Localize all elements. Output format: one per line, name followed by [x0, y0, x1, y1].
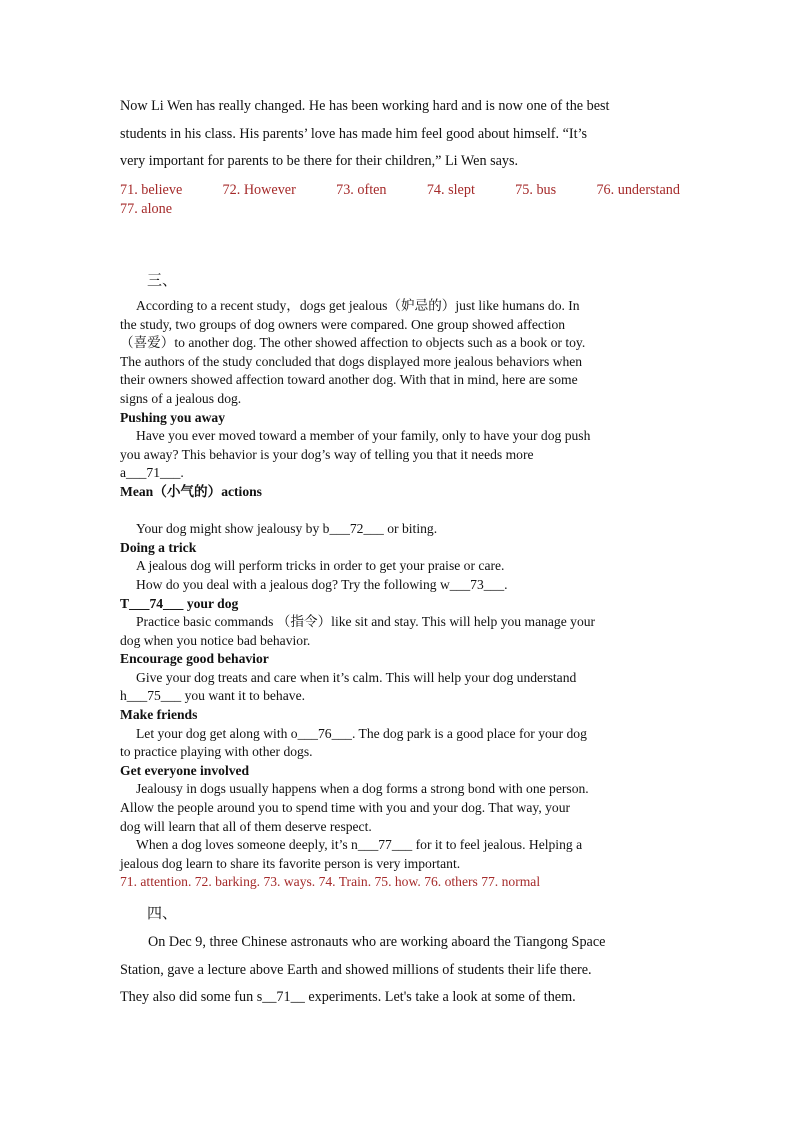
passage-line: very important for parents to be there for their children,” Li Wen says. — [120, 153, 519, 169]
answer-item: 76. understand — [596, 182, 680, 198]
section-heading-4: 四、 — [147, 904, 178, 922]
answer-key-part3: 71. attention. 72. barking. 73. ways. 74. Train. 75. how. 76. others 77. normal — [120, 874, 541, 890]
passage-line: A jealous dog will perform tricks in order to get your praise or care. — [136, 558, 505, 574]
subheading-train: T___74___ your dog — [120, 595, 239, 611]
passage-line: The authors of the study concluded that dogs displayed more jealous behaviors when — [120, 353, 583, 369]
answer-key-part1 — [120, 181, 680, 218]
passage-line: Station, gave a lecture above Earth and showed millions of students their life there. — [120, 961, 592, 978]
answer-item: 71. believe — [120, 182, 183, 198]
passage-line: dog will learn that all of them deserve respect. — [120, 818, 372, 834]
subheading-mean: Mean（小气的）actions — [120, 483, 262, 499]
passage-line: dog when you notice bad behavior. — [120, 632, 311, 648]
answer-item: 75. bus — [515, 182, 557, 198]
passage-line: According to a recent study，dogs get jealous（妒忌的）just like humans do. In — [136, 298, 580, 313]
passage-line: students in his class. His parents’ love has made him feel good about himself. “It’s — [120, 125, 588, 142]
passage-line: On Dec 9, three Chinese astronauts who are working aboard the Tiangong Space — [148, 934, 606, 950]
subheading-involved: Get everyone involved — [120, 762, 250, 778]
passage-line: Jealousy in dogs usually happens when a dog forms a strong bond with one person. — [136, 781, 589, 797]
subheading-trick: Doing a trick — [120, 539, 197, 555]
passage-line: Your dog might show jealousy by b___72___ or biting. — [136, 521, 438, 537]
passage-line: When a dog loves someone deeply, it’s n___77___ for it to feel jealous. Helping a — [136, 837, 583, 853]
subheading-encourage: Encourage good behavior — [120, 651, 269, 667]
passage-line: to practice playing with other dogs. — [120, 744, 313, 760]
passage-line: h___75___ you want it to behave. — [120, 688, 305, 704]
passage-line: Give your dog treats and care when it’s calm. This will help your dog understand — [136, 669, 577, 685]
passage-part4 — [120, 929, 676, 1012]
passage-line: you away? This behavior is your dog’s way of telling you that it needs more — [120, 446, 534, 462]
passage-line: （喜爱）to another dog. The other showed affection to objects such as a book or toy. — [120, 335, 586, 351]
passage-line: Now Li Wen has really changed. He has been working hard and is now one of the best — [120, 98, 610, 114]
passage-line: Have you ever moved toward a member of your family, only to have your dog push — [136, 428, 591, 444]
section-heading-3: 三、 — [147, 271, 178, 289]
passage-line: They also did some fun s__71__ experiments. Let's take a look at some of them. — [120, 989, 576, 1005]
spacer — [120, 502, 670, 521]
passage-line: jealous dog learn to share its favorite person is very important. — [120, 855, 461, 871]
passage-line: their owners showed affection toward another dog. With that in mind, here are some — [120, 372, 578, 388]
passage-line: Allow the people around you to spend time with you and your dog. That way, your — [120, 800, 571, 816]
passage-line: a___71___. — [120, 465, 184, 481]
subheading-friends: Make friends — [120, 707, 198, 723]
passage-line: How do you deal with a jealous dog? Try the following w___73___. — [136, 576, 508, 592]
passage-part1 — [120, 93, 676, 176]
answer-item: 72. However — [222, 182, 296, 198]
answer-item: 77. alone — [120, 200, 173, 217]
answer-item: 73. often — [336, 182, 387, 198]
passage-line: Let your dog get along with o___76___. The dog park is a good place for your dog — [136, 725, 587, 741]
passage-line: signs of a jealous dog. — [120, 390, 242, 406]
passage-part3 — [120, 297, 670, 892]
answer-item: 74. slept — [426, 182, 475, 198]
subheading-pushing: Pushing you away — [120, 409, 226, 425]
passage-line: the study, two groups of dog owners were compared. One group showed affection — [120, 316, 566, 332]
passage-line: Practice basic commands （指令）like sit and stay. This will help you manage your — [136, 614, 596, 630]
